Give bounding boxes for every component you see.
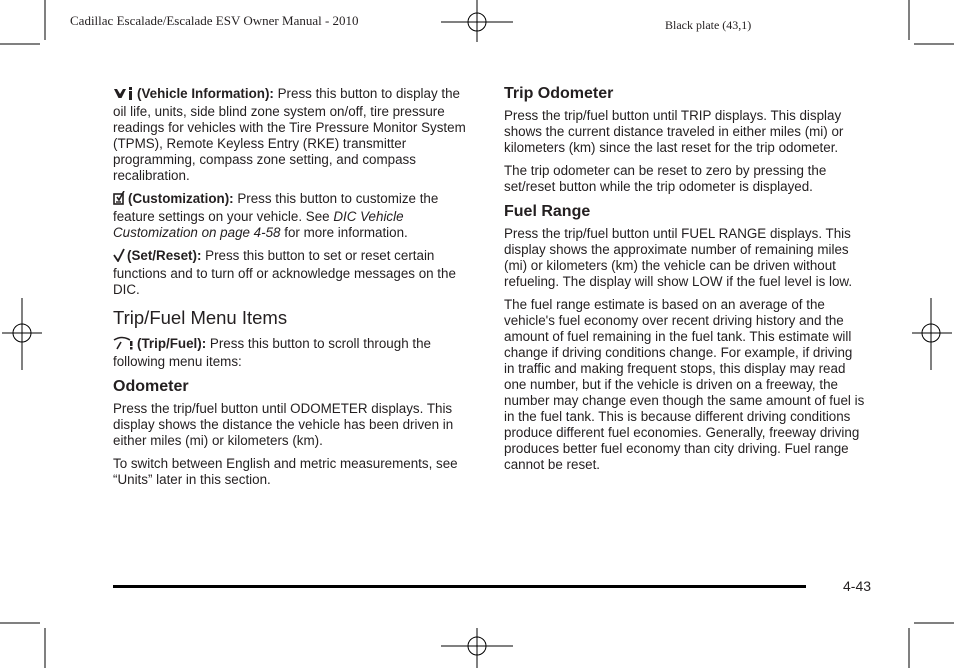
trip-fuel-label: (Trip/Fuel): [137,336,207,351]
vehicle-info-icon [113,87,135,104]
registration-target-bottom [441,628,513,668]
customization-paragraph [113,191,475,241]
fuel-range-p1: Press the trip/fuel button until FUEL RANGE displays. This display shows the approximate number of remaining miles (mi) or kilometers (km) the vehicle can be driven without refueling. The display will show LOW if the fuel level is low. [504,226,853,289]
set-reset-paragraph [113,248,475,298]
fuel-range-p2: The fuel range estimate is based on an average of the vehicle's fuel economy over recent driving history and the amount of fuel remaining in the fuel tank. This estimate will change if driving conditions change. For example, if driving in traffic and making frequent stops, this display may read one number, but if the vehicle is driven on a freeway, the number may change even though the same amount of fuel is in the fuel tank. This is because different driving conditions produce different fuel economies. Generally, freeway driving produces better fuel economy than city driving. Fuel range cannot be reset. [504,297,865,472]
trip-odometer-title: Trip Odometer [504,85,614,102]
odometer-p1: Press the trip/fuel button until ODOMETER displays. This display shows the distance the vehicle has been driven in either miles (mi) or kilometers (km). [113,401,454,448]
set-reset-label: (Set/Reset): [127,248,202,263]
trip-fuel-icon [113,336,135,354]
left-column [113,86,475,495]
vehicle-info-paragraph [113,86,475,184]
trip-fuel-text: Press this button to scroll through the following menu items: [113,336,431,369]
plate-label: Black plate (43,1) [665,18,752,32]
set-reset-text: Press this button to set or reset certain functions and to turn off or acknowledge messages on the DIC. [113,248,456,297]
registration-target-top [441,0,513,42]
customization-label: (Customization): [128,191,234,206]
manual-title: Cadillac Escalade/Escalade ESV Owner Manual - 2010 [70,13,359,28]
trip-fuel-paragraph [113,336,475,370]
section-title: Trip/Fuel Menu Items [113,307,288,328]
customization-link[interactable]: DIC Vehicle Customization on page 4-58 [113,209,404,240]
trip-odometer-p2: The trip odometer can be reset to zero by pressing the set/reset button while the trip odometer is displayed. [504,163,827,194]
fuel-range-title: Fuel Range [504,203,591,220]
vehicle-info-text: Press this button to display the oil life, units, side blind zone system on/off, tire pressure readings for vehicles with the Tire Pressure Monitor System (TPMS), Remote Keyless Entry (RKE) transmitter programming, compass zone setting, and compass recalibration. [113,86,466,183]
customization-text-before: Press this button to customize the feature settings on your vehicle. See [113,191,439,224]
footer-rule [113,585,806,588]
odometer-title: Odometer [113,378,189,395]
vehicle-info-label: (Vehicle Information): [137,86,274,101]
registration-target-right [912,298,952,370]
odometer-p2: To switch between English and metric measurements, see “Units” later in this section. [113,456,458,487]
right-column [504,84,866,480]
checkmark-icon [113,248,125,266]
trip-odometer-p1: Press the trip/fuel button until TRIP displays. This display shows the current distance traveled in either miles (mi) or kilometers (km) since the last reset for the trip odometer. [504,108,844,155]
customization-icon [113,191,126,209]
registration-target-left [2,298,42,370]
customization-text-after: for more information. [280,225,408,240]
page-number: 4-43 [843,578,872,594]
